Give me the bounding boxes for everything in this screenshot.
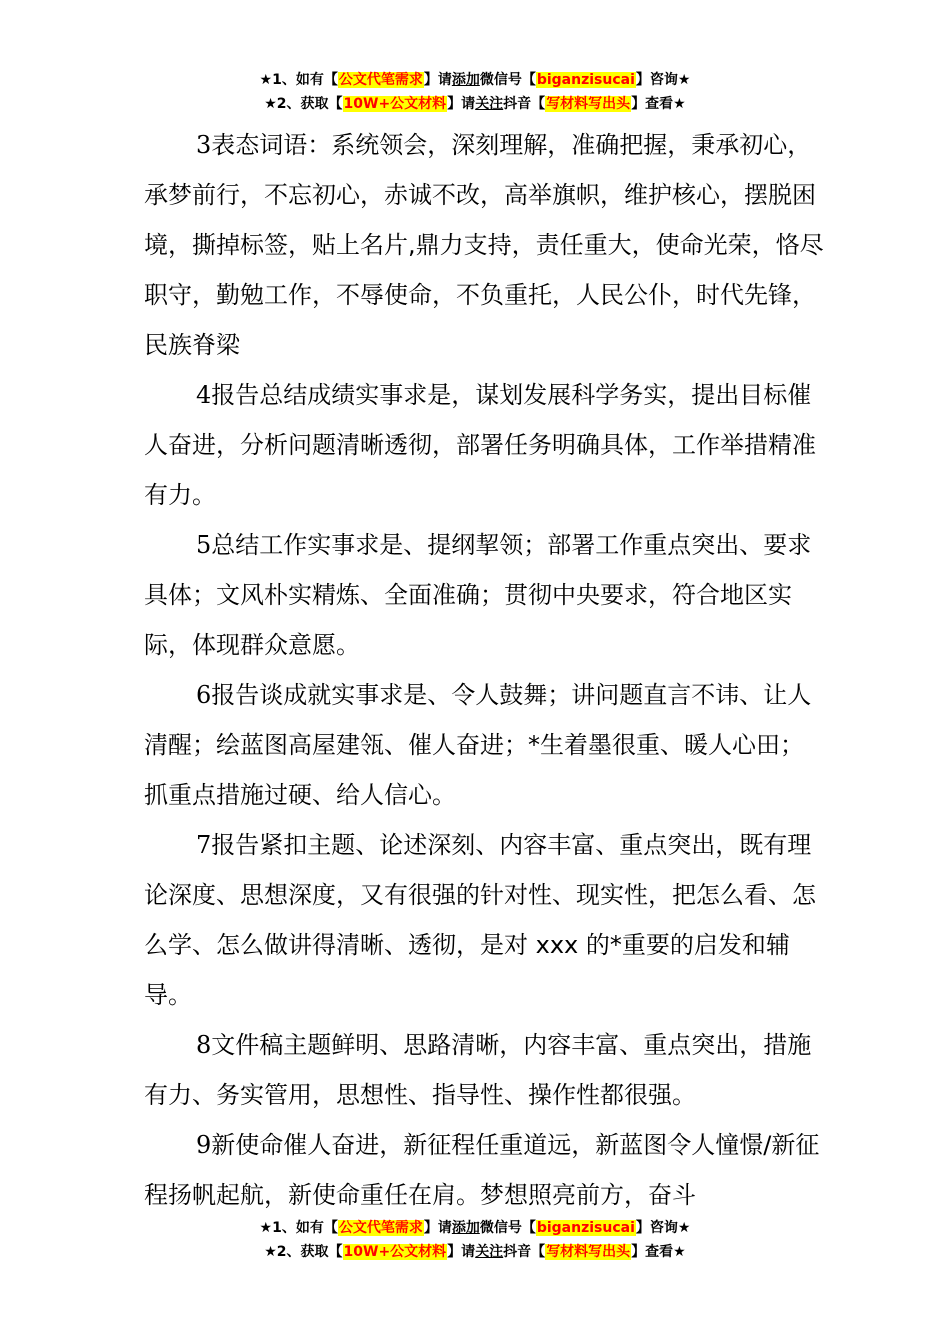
banner-text: 】查看★	[631, 1244, 686, 1260]
banner-highlight: 公文代笔需求	[338, 1220, 423, 1236]
banner-line-1	[0, 1216, 950, 1240]
banner-text: 】请	[423, 1220, 452, 1236]
paragraph-text: 文件稿主题鲜明、思路清晰，内容丰富、重点突出，措施有力、务实管用，思想性、指导性、操作性都很强。	[144, 1031, 812, 1109]
banner-underlined: 添加	[451, 1220, 480, 1236]
paragraph-text: 报告总结成绩实事求是，谋划发展科学务实，提出目标催人奋进，分析问题清晰透彻，部署任务明确具体，工作举措精准有力。	[144, 381, 816, 509]
banner-text: ★2、获取【	[264, 96, 343, 112]
paragraph-number: 8	[196, 1031, 212, 1059]
banner-line-2	[0, 92, 950, 116]
paragraph-text: 表态词语：系统领会，深刻理解，准确把握，秉承初心，承梦前行，不忘初心，赤诚不改，高举旗帜，维护核心，摆脱困境，撕掉标签，贴上名片,鼎力支持，责任重大，使命光荣，恪尽职守，勤勉工作，不辱使命，不负重托，人民公仆，时代先锋，民族脊梁	[144, 131, 824, 359]
paragraph-text: 总结工作实事求是、提纲挈领；部署工作重点突出、要求具体；文风朴实精炼、全面准确；贯彻中央要求，符合地区实际，体现群众意愿。	[144, 531, 812, 659]
banner-underlined: 关注	[475, 1244, 504, 1260]
paragraph-6	[144, 670, 824, 820]
banner-underlined: 添加	[451, 72, 480, 88]
banner-highlight: 写材料写出头	[546, 1244, 631, 1260]
document-body	[144, 120, 824, 1220]
paragraph-5	[144, 520, 824, 670]
banner-text: 抖音【	[503, 1244, 546, 1260]
paragraph-3	[144, 120, 824, 370]
banner-text: 】请	[423, 72, 452, 88]
banner-text: 微信号【	[479, 1220, 536, 1236]
paragraph-4	[144, 370, 824, 520]
banner-highlight: biganzisucai	[536, 72, 635, 88]
paragraph-7	[144, 820, 824, 1020]
banner-text: 】查看★	[631, 96, 686, 112]
banner-text: 】请	[447, 96, 476, 112]
paragraph-number: 9	[196, 1131, 212, 1159]
banner-text: ★2、获取【	[264, 1244, 343, 1260]
banner-text: ★1、如有【	[259, 1220, 338, 1236]
paragraph-9	[144, 1120, 824, 1220]
paragraph-text: 新使命催人奋进，新征程任重道远，新蓝图令人憧憬/新征程扬帆起航，新使命重任在肩。梦想照亮前方，奋斗	[144, 1131, 820, 1209]
header-banner	[0, 68, 950, 116]
banner-text: 】咨询★	[635, 72, 691, 88]
footer-banner	[0, 1216, 950, 1264]
paragraph-number: 7	[196, 831, 212, 859]
banner-text: 抖音【	[503, 96, 546, 112]
banner-line-2	[0, 1240, 950, 1264]
banner-text: ★1、如有【	[259, 72, 338, 88]
banner-highlight: biganzisucai	[536, 1220, 635, 1236]
paragraph-number: 4	[196, 381, 212, 409]
paragraph-number: 5	[196, 531, 212, 559]
banner-underlined: 关注	[475, 96, 504, 112]
paragraph-8	[144, 1020, 824, 1120]
banner-highlight: 10W+公文材料	[343, 1244, 447, 1260]
banner-line-1	[0, 68, 950, 92]
banner-text: 】请	[447, 1244, 476, 1260]
banner-text: 】咨询★	[635, 1220, 691, 1236]
banner-text: 微信号【	[479, 72, 536, 88]
banner-highlight: 写材料写出头	[546, 96, 631, 112]
paragraph-number: 3	[196, 131, 212, 159]
banner-highlight: 公文代笔需求	[338, 72, 423, 88]
paragraph-text: 报告谈成就实事求是、令人鼓舞；讲问题直言不讳、让人清醒；绘蓝图高屋建瓴、催人奋进；*生着墨很重、暖人心田；抓重点措施过硬、给人信心。	[144, 681, 812, 809]
banner-highlight: 10W+公文材料	[343, 96, 447, 112]
paragraph-text: 报告紧扣主题、论述深刻、内容丰富、重点突出，既有理论深度、思想深度，又有很强的针对性、现实性，把怎么看、怎么学、怎么做讲得清晰、透彻，是对 xxx 的*重要的启发和辅导。	[144, 831, 816, 1009]
paragraph-number: 6	[196, 681, 212, 709]
